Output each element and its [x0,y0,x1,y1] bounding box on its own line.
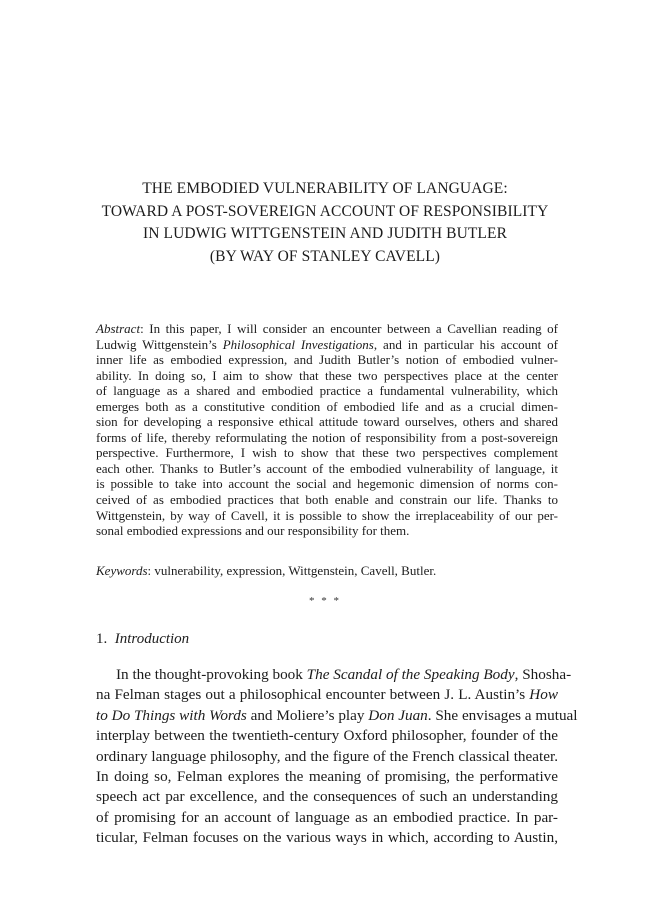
body-line: ticular, Felman focuses on the various ways in which, according to Austin, [96,829,558,847]
body-text: , Shosha- [514,666,572,683]
body-line: of promising for an account of language as an embodied practice. In par- [96,808,558,826]
section-separator: * * * [309,595,341,607]
abstract-line: inner life as embodied expression, and Judith Butler’s notion of embodied vulner- [96,352,558,368]
abstract-line: sonal embodied expressions and our responsibility for them. [96,523,410,539]
title-line: IN LUDWIG WITTGENSTEIN AND JUDITH BUTLER [142,225,508,242]
abstract-line [96,321,558,337]
title-line: (BY WAY OF STANLEY CAVELL) [209,247,441,265]
abstract-label: Abstract [96,321,141,336]
abstract-line: emerges both as a constitutive condition of embodied life and as a crucial dimen- [96,398,558,414]
body-line: speech act par excellence, and the consequences of such an understanding [96,788,558,806]
title-line: TOWARD A POST-SOVEREIGN ACCOUNT OF RESPONSIBILITY [101,202,549,220]
body-text: and Moliere’s play [246,706,369,724]
body-line [96,685,558,705]
abstract-line: of language as a shared and embodied practice a fundamental vulnerability, which [96,383,558,399]
abstract-text: Ludwig Wittgenstein’s [96,336,223,352]
body-text: In the thought-provoking book [116,666,307,683]
abstract-line: is possible to take into account the social and hegemonic dimension of norms con- [96,476,558,492]
abstract-line: ability. In doing so, I aim to show that these two perspectives place at the center [96,367,558,383]
abstract-line: forms of life, thereby reformulating the notion of responsibility from a post-sovereign [96,429,558,445]
body-line: In doing so, Felman explores the meaning of promising, the performative [96,768,558,786]
body-line: interplay between the twentieth-century Oxford philosopher, founder of the [96,727,558,745]
abstract-line: ceived of as embodied practices that both enable and constrain our life. Thanks to [96,492,558,508]
body-line [96,706,578,726]
paper-title [60,178,590,268]
abstract-line: perspective. Furthermore, I wish to show that these two perspectives complement [96,445,558,461]
body-line: ordinary language philosophy, and the figure of the French classical theater. [96,747,558,765]
book-title: The Scandal of the Speaking Body [306,666,515,683]
keywords-label: Keywords [96,563,148,578]
body-text: na Felman stages out a philosophical encounter between J. L. Austin’s [96,686,530,704]
book-title: How [529,686,558,704]
abstract-line [96,337,558,353]
body-paragraph [96,665,578,849]
body-text: . She envisages a mutual [427,706,578,724]
section-number: 1. [96,631,108,647]
abstract-line: sion for developing a responsive ethical attitude toward ourselves, others and shared [96,414,558,430]
play-title: Don Juan [368,706,428,724]
abstract [96,321,558,539]
keywords-text: : vulnerability, expression, Wittgenstein, Cavell, Butler. [147,563,437,578]
section-heading [96,629,189,649]
body-line [96,665,572,685]
title-line: THE EMBODIED VULNERABILITY OF LANGUAGE: [142,180,508,197]
abstract-line: Wittgenstein, by way of Cavell, it is possible to show the irreplaceability of our per- [96,507,558,523]
book-title: to Do Things with Words [96,706,247,724]
abstract-line: each other. Thanks to Butler’s account of the embodied vulnerability of language, it [96,460,558,476]
abstract-text: : In this paper, I will consider an encounter between a Cavellian reading of [140,321,558,336]
section-title: Introduction [114,631,190,647]
abstract-text: , and in particular his account of [373,336,558,352]
book-title: Philosophical Investigations [222,336,374,352]
keywords [96,563,558,578]
